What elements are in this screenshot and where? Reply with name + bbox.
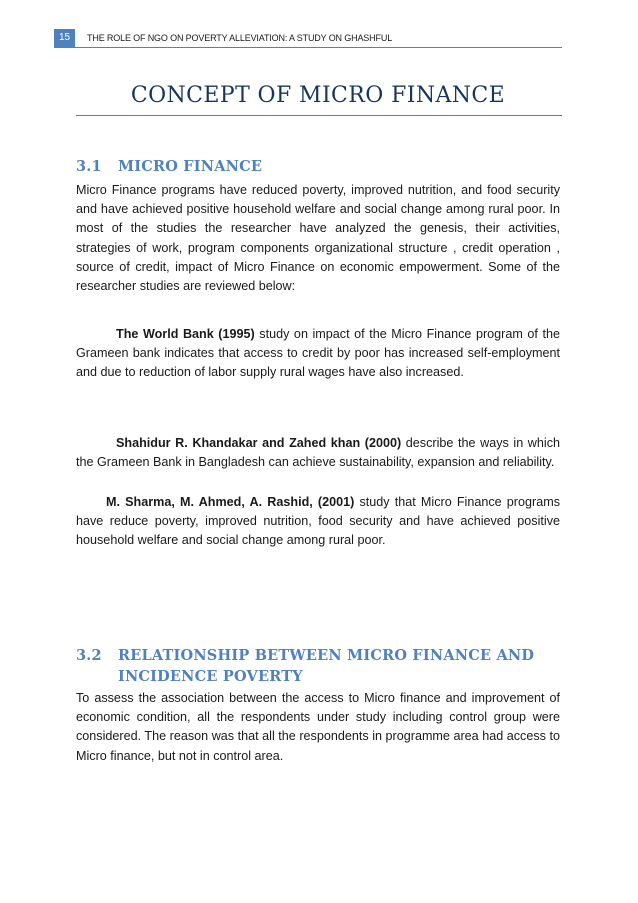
- study-paragraph-khandakar: [76, 434, 560, 472]
- section-intro-paragraph: Micro Finance programs have reduced poverty, improved nutrition, and food security and have achieved positive household welfare and social change among rural poor. In most of the studies the researcher have analyzed the genesis, their activities, strategies of work, program components organizational structure , credit operation , source of credit, impact of Micro Finance on economic empowerment. Some of the researcher studies are reviewed below:: [76, 183, 560, 294]
- study-paragraph-sharma: [76, 493, 560, 551]
- section-body-paragraph: To assess the association between the access to Micro finance and improvement of economic condition, all the respondents under study including control group were considered. The reason was that all the respondents in programme area had access to Micro finance, but not in control area.: [76, 691, 560, 763]
- chapter-title: CONCEPT OF MICRO FINANCE: [130, 83, 506, 108]
- section-number: 3.1: [76, 158, 102, 175]
- study-text: study on impact of the Micro Finance program of the Grameen bank indicates that access to credit by poor has increased self-employment and due to reduction of labor supply rural wages have also increased.: [76, 327, 561, 380]
- section-heading-3-2: [76, 645, 534, 687]
- section-heading-3-1: [76, 156, 262, 177]
- chapter-title-rule: [76, 115, 562, 116]
- section-title-line-2: INCIDENCE POVERTY: [118, 668, 303, 685]
- section-title: MICRO FINANCE: [118, 158, 263, 175]
- study-author: The World Bank (1995): [116, 327, 255, 341]
- study-author: M. Sharma, M. Ahmed, A. Rashid, (2001): [106, 495, 355, 509]
- study-paragraph-world-bank: [76, 325, 560, 383]
- study-text: study that Micro Finance programs have reduce poverty, improved nutrition, food security and have achieved positive household welfare and social change among rural poor.: [76, 495, 560, 548]
- study-author: Shahidur R. Khandakar and Zahed khan (2000): [116, 436, 402, 450]
- header-rule: [54, 47, 562, 48]
- running-title: THE ROLE OF NGO ON POVERTY ALLEVIATION: A STUDY ON GHASHFUL: [87, 33, 393, 43]
- page-number: 15: [54, 29, 75, 47]
- section-number: 3.2: [76, 647, 102, 664]
- section-title-line-1: RELATIONSHIP BETWEEN MICRO FINANCE AND: [118, 647, 535, 664]
- study-text: describe the ways in which the Grameen Bank in Bangladesh can achieve sustainability, expansion and reliability.: [76, 436, 561, 470]
